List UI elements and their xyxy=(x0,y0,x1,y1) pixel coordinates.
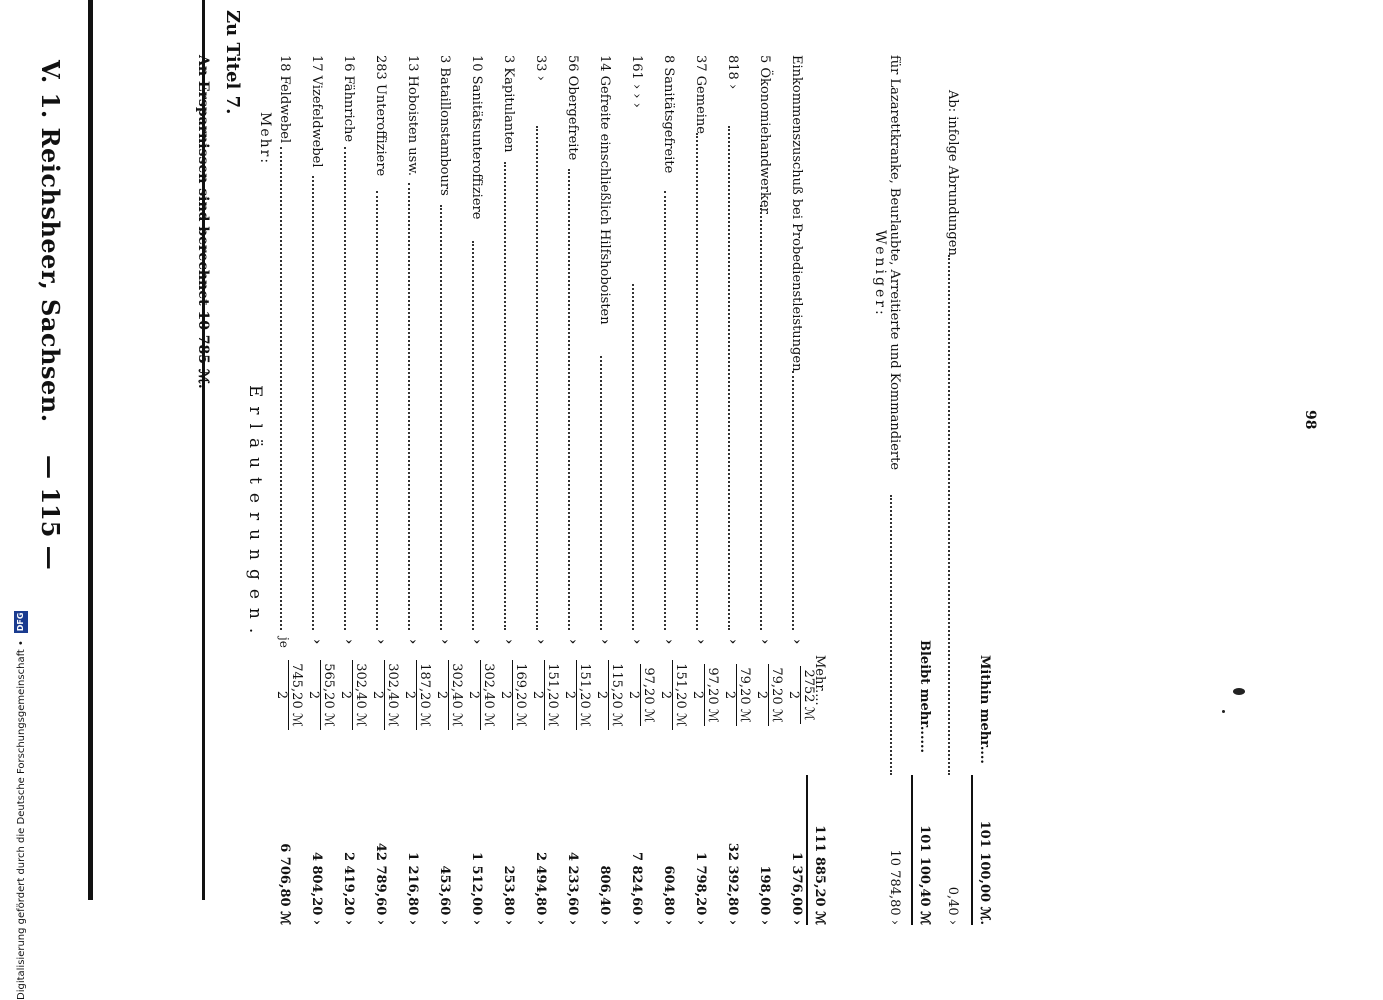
leader-dots xyxy=(760,205,762,630)
ersparnis-line: An Ersparnissen sind berechnet 10 785 ℳ. xyxy=(195,55,211,389)
ditto-mark: › xyxy=(789,639,804,645)
rate-denominator: 2 xyxy=(434,690,449,700)
dfg-credit-text: Digitalisierung gefördert durch die Deutsche Forschungsgemeinschaft • xyxy=(16,640,27,1000)
item-row xyxy=(529,55,559,925)
leader-dots xyxy=(408,183,410,630)
je-marker: je xyxy=(277,637,291,648)
rate-denominator: 2 xyxy=(562,690,577,700)
ditto-mark: › xyxy=(405,639,420,645)
rate-numerator: 169,20 ℳ xyxy=(512,660,527,730)
item-row xyxy=(305,55,335,925)
item-amount: 198,00 › xyxy=(757,865,772,925)
heading-erlaeuterungen: Erläuterungen. xyxy=(245,385,265,643)
ditto-mark: › xyxy=(597,639,612,645)
ditto-mark: › xyxy=(341,639,356,645)
item-row xyxy=(337,55,367,925)
item-label: 37 Gemeine xyxy=(693,55,708,134)
item-label: 161 › › › xyxy=(629,55,644,108)
ditto-mark: › xyxy=(437,639,452,645)
item-amount: 604,80 › xyxy=(661,865,676,925)
rate-numerator: 302,40 ℳ xyxy=(480,660,495,730)
weniger-dots xyxy=(890,495,892,775)
item-label: 5 Ökonomiehandwerker xyxy=(757,55,772,214)
rate-denominator: 2 xyxy=(658,690,673,700)
leader-dots xyxy=(536,126,538,630)
leader-dots xyxy=(792,371,794,630)
leader-dots xyxy=(600,356,602,630)
item-label: 56 Obergefreite xyxy=(565,55,580,161)
rate-numerator: 565,20 ℳ xyxy=(320,660,335,730)
leader-dots xyxy=(344,147,346,630)
rate-numerator: 187,20 ℳ xyxy=(416,660,431,730)
item-row xyxy=(689,55,719,925)
ditto-mark: › xyxy=(469,639,484,645)
rate-fraction xyxy=(370,655,399,735)
weniger-heading: Weniger: xyxy=(872,230,888,318)
leader-dots xyxy=(504,162,506,630)
bleibt-row xyxy=(913,55,943,925)
leader-dots xyxy=(376,191,378,630)
ditto-mark: › xyxy=(757,639,772,645)
ditto-mark: › xyxy=(629,639,644,645)
leader-dots xyxy=(664,191,666,630)
item-label: Einkommenszuschuß bei Probedienstleistungen xyxy=(789,55,804,372)
item-amount: 42 789,60 › xyxy=(373,842,388,925)
rate-denominator: 2 xyxy=(338,690,353,700)
ink-speck xyxy=(1222,710,1225,713)
running-head xyxy=(25,0,65,1000)
item-row xyxy=(625,55,655,925)
ditto-mark: › xyxy=(661,639,676,645)
weniger-text: für Lazarettkranke, Beurlaubte, Arreitierte und Kommandierte xyxy=(887,55,902,471)
rate-fraction xyxy=(338,655,367,735)
ink-speck xyxy=(1233,688,1245,695)
item-label: 16 Fähnriche xyxy=(341,55,356,143)
mehr-total-label: Mehr.... xyxy=(812,655,827,706)
mithin-amount: 101 100,00 ℳ. xyxy=(977,820,992,925)
leader-dots xyxy=(632,284,634,630)
rate-fraction xyxy=(626,655,655,735)
ditto-mark: › xyxy=(373,639,388,645)
rundung-row xyxy=(941,55,971,925)
rate-numerator: 97,20 ℳ xyxy=(704,664,719,725)
rate-numerator: 151,20 ℳ xyxy=(576,660,591,730)
weniger-row xyxy=(883,55,913,925)
rate-denominator: 2 xyxy=(370,690,385,700)
rundung-text: Ab: infolge Abrundungen xyxy=(945,90,960,256)
item-amount: 32 392,80 › xyxy=(725,842,740,925)
leader-dots xyxy=(472,241,474,630)
footer-page-number: 98 xyxy=(1302,410,1318,430)
ditto-mark: › xyxy=(725,639,740,645)
item-label: 3 Kapitulanten xyxy=(501,55,516,153)
item-label: 818 › xyxy=(725,55,740,90)
ditto-mark: › xyxy=(309,639,324,645)
item-amount: 2 419,20 › xyxy=(341,851,356,925)
item-amount: 806,40 › xyxy=(597,865,612,925)
ditto-mark: › xyxy=(533,639,548,645)
mehr-intro: Mehr: xyxy=(257,112,273,166)
leader-dots xyxy=(440,205,442,630)
leader-dots xyxy=(728,126,730,630)
item-amount: 4 233,60 › xyxy=(565,851,580,925)
rate-numerator: 745,20 ℳ xyxy=(288,660,303,730)
item-amount: 253,80 › xyxy=(501,865,516,925)
rate-denominator: 2 xyxy=(306,690,321,700)
item-label: 18 Feldwebel xyxy=(277,55,292,144)
dfg-credit xyxy=(14,0,28,1000)
item-amount: 2 494,80 › xyxy=(533,851,548,925)
rate-denominator: 2 xyxy=(498,690,513,700)
item-label: 13 Hoboisten usw. xyxy=(405,55,420,176)
item-label: 283 Unteroffiziere xyxy=(373,55,388,177)
item-row xyxy=(273,55,303,925)
item-label: 17 Vizefeldwebel xyxy=(309,55,324,168)
weniger-amount: 10 784,80 › xyxy=(887,849,902,925)
rate-fraction xyxy=(594,655,623,735)
item-amount: 1 376,00 › xyxy=(789,851,804,925)
rate-fraction xyxy=(402,655,431,735)
rate-numerator: 151,20 ℳ xyxy=(672,660,687,730)
rate-fraction xyxy=(530,655,559,735)
rate-denominator: 2 xyxy=(530,690,545,700)
item-row xyxy=(497,55,527,925)
rate-numerator: 302,40 ℳ xyxy=(384,660,399,730)
page-number: — 115 — xyxy=(36,455,65,570)
rate-denominator: 2 xyxy=(466,690,481,700)
mehr-total-amount: 111 885,20 ℳ xyxy=(812,825,827,925)
rate-denominator: 2 xyxy=(786,690,801,700)
ditto-mark: › xyxy=(501,639,516,645)
leader-dots xyxy=(568,169,570,630)
rate-numerator: 79,20 ℳ xyxy=(768,664,783,725)
rate-fraction xyxy=(498,655,527,735)
rate-numerator: 302,40 ℳ xyxy=(352,660,367,730)
rate-fraction xyxy=(722,655,751,735)
item-row xyxy=(753,55,783,925)
item-amount: 6 706,80 ℳ xyxy=(277,843,292,925)
item-row xyxy=(657,55,687,925)
leader-dots xyxy=(280,147,282,630)
item-row xyxy=(593,55,623,925)
item-row xyxy=(369,55,399,925)
item-row xyxy=(721,55,751,925)
sum-line-bleibt xyxy=(911,775,913,925)
item-label: 33 › xyxy=(533,55,548,81)
rate-fraction xyxy=(690,655,719,735)
rate-numerator: 115,20 ℳ xyxy=(608,660,623,730)
item-amount: 7 824,60 › xyxy=(629,851,644,925)
item-label: 3 Bataillonstambours xyxy=(437,55,452,196)
sum-line-mehr xyxy=(806,775,808,925)
rate-fraction xyxy=(306,655,335,735)
item-amount: 1 216,80 › xyxy=(405,851,420,925)
rate-denominator: 2 xyxy=(626,690,641,700)
item-amount: 1 512,00 › xyxy=(469,851,484,925)
ditto-mark: › xyxy=(693,639,708,645)
rate-denominator: 2 xyxy=(690,690,705,700)
item-label: 10 Sanitätsunteroffiziere xyxy=(469,55,484,220)
mithin-row xyxy=(973,55,1003,925)
rate-denominator: 2 xyxy=(754,690,769,700)
leader-dots xyxy=(696,133,698,630)
item-amount: 1 798,20 › xyxy=(693,851,708,925)
item-amount: 4 804,20 › xyxy=(309,851,324,925)
rate-numerator: 151,20 ℳ xyxy=(544,660,559,730)
rate-denominator: 2 xyxy=(274,690,289,700)
rate-denominator: 2 xyxy=(594,690,609,700)
item-label: 8 Sanitätsgefreite xyxy=(661,55,676,174)
rate-denominator: 2 xyxy=(722,690,737,700)
rate-fraction xyxy=(466,655,495,735)
mehr-total-row xyxy=(808,55,838,925)
leader-dots xyxy=(312,176,314,630)
titel-label: Zu Titel 7. xyxy=(222,10,243,115)
rate-fraction xyxy=(658,655,687,735)
rate-fraction xyxy=(562,655,591,735)
rate-numerator: 97,20 ℳ xyxy=(640,664,655,725)
dfg-logo: DFG xyxy=(14,611,28,633)
rate-numerator: 2752 ℳ xyxy=(800,666,815,723)
rate-fraction xyxy=(754,655,783,735)
section-title: V. 1. Reichsheer, Sachsen. xyxy=(36,60,65,423)
item-row xyxy=(433,55,463,925)
rundung-amount: 0,40 › xyxy=(945,886,960,925)
rate-numerator: 302,40 ℳ xyxy=(448,660,463,730)
bleibt-label: Bleibt mehr...... xyxy=(917,640,932,754)
bleibt-amount: 101 100,40 ℳ xyxy=(917,825,932,925)
item-row xyxy=(401,55,431,925)
item-row xyxy=(465,55,495,925)
item-amount: 453,60 › xyxy=(437,865,452,925)
ditto-mark: › xyxy=(565,639,580,645)
rate-numerator: 79,20 ℳ xyxy=(736,664,751,725)
header-rule-thick xyxy=(88,0,93,900)
item-label: 14 Gefreite einschließlich Hilfshoboisten xyxy=(597,55,612,325)
rate-fraction xyxy=(274,655,303,735)
rate-fraction xyxy=(434,655,463,735)
rate-denominator: 2 xyxy=(402,690,417,700)
rundung-dots xyxy=(948,255,950,775)
mithin-label: Mithin mehr.... xyxy=(977,655,992,764)
item-row xyxy=(561,55,591,925)
